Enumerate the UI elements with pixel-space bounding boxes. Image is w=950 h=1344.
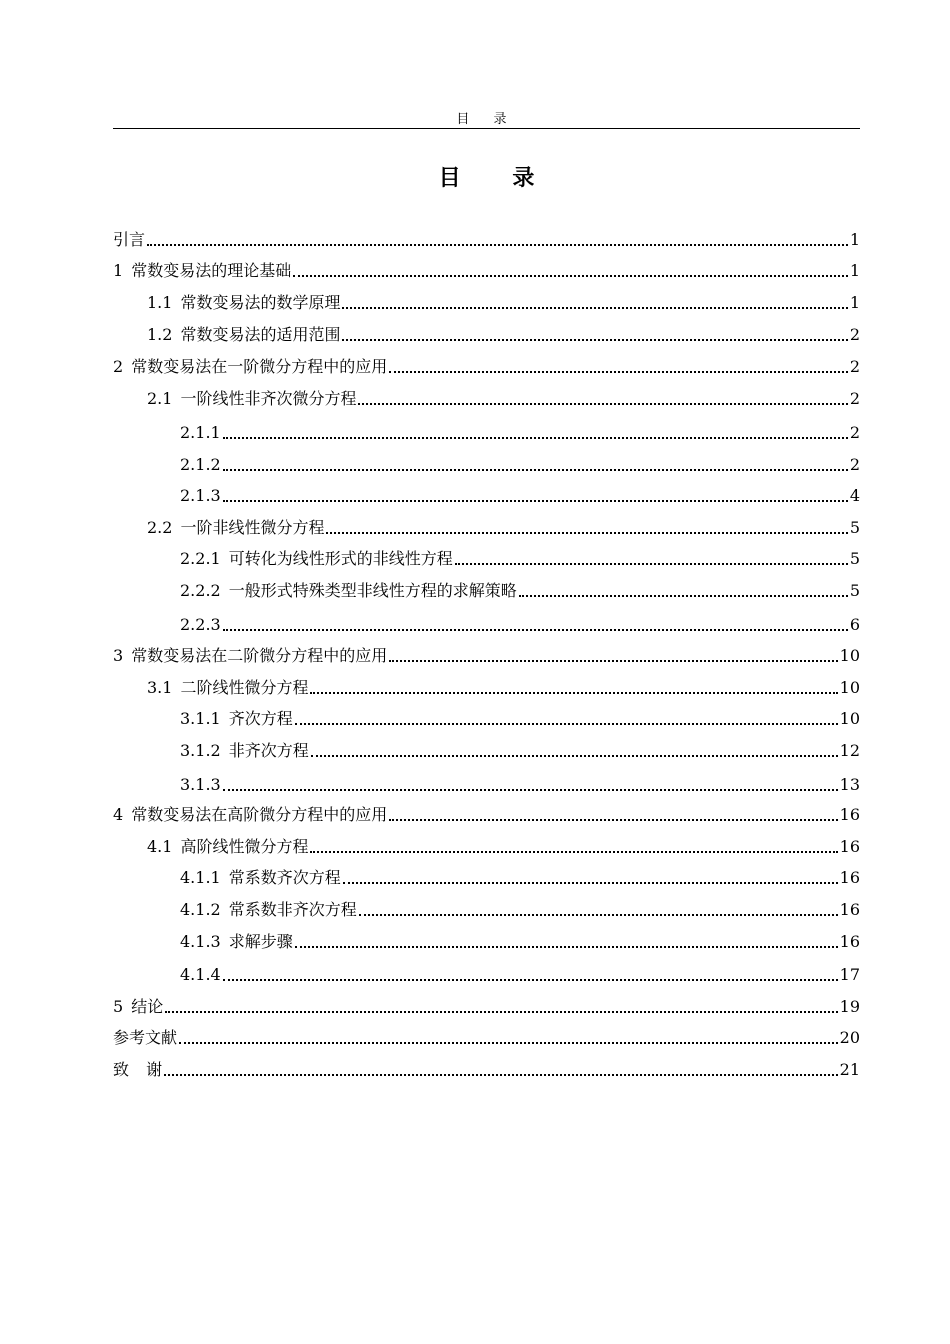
toc-entry[interactable]: [113, 317, 860, 345]
toc-entry-page: 2: [849, 357, 860, 376]
toc-entry-title: 结论: [131, 997, 164, 1016]
toc-entry-page: 10: [839, 709, 860, 728]
dot-leader: [223, 789, 838, 791]
toc-entry[interactable]: [113, 510, 860, 538]
dot-leader: [342, 339, 847, 341]
toc-entry-title: 常系数齐次方程: [228, 868, 341, 887]
toc-entry[interactable]: [113, 415, 860, 443]
toc-entry-page: 16: [839, 805, 860, 824]
toc-entry-title: 非齐次方程: [228, 741, 309, 760]
toc-entry[interactable]: [113, 478, 860, 506]
toc-entry-title: 致 谢: [113, 1060, 163, 1079]
dot-leader: [223, 629, 848, 631]
toc-entry-number: 4.1: [147, 837, 173, 856]
toc-entry-page: 20: [839, 1028, 860, 1047]
dot-leader: [223, 437, 848, 439]
toc-entry-number: 2.1: [147, 389, 173, 408]
toc-entry-number: 4.1.4: [180, 965, 221, 984]
toc-entry[interactable]: [113, 957, 860, 985]
dot-leader: [342, 307, 847, 309]
toc-entry-title: 常数变易法在一阶微分方程中的应用: [131, 357, 388, 376]
toc-entry-page: 4: [849, 486, 860, 505]
toc-entry-title: 一阶非线性微分方程: [180, 518, 325, 537]
toc-entry[interactable]: [113, 607, 860, 635]
dot-leader: [147, 244, 848, 246]
toc-entry-title: 常系数非齐次方程: [228, 900, 357, 919]
toc-entry-title: 二阶线性微分方程: [180, 678, 309, 697]
toc-entry-title: 常数变易法的数学原理: [180, 293, 341, 312]
toc-entry[interactable]: [113, 767, 860, 795]
dot-leader: [223, 979, 838, 981]
running-header: 目 录: [456, 112, 517, 127]
toc-entry[interactable]: [113, 733, 860, 761]
toc-entry-title: 求解步骤: [228, 932, 293, 951]
dot-leader: [455, 563, 848, 565]
toc-entry[interactable]: [113, 573, 860, 601]
toc-entry[interactable]: [113, 541, 860, 569]
toc-entry-number: 2.1.2: [180, 455, 221, 474]
toc-entry-page: 5: [849, 518, 860, 537]
toc-entry-title: 参考文献: [113, 1028, 178, 1047]
dot-leader: [310, 851, 837, 853]
toc-entry[interactable]: [113, 860, 860, 888]
dot-leader: [311, 755, 838, 757]
toc-entry-number: 2.1.3: [180, 486, 221, 505]
toc-entry[interactable]: [113, 924, 860, 952]
dot-leader: [223, 500, 848, 502]
toc-entry-page: 16: [839, 900, 860, 919]
dot-leader: [389, 371, 848, 373]
toc-entry-page: 16: [839, 932, 860, 951]
dot-leader: [223, 469, 848, 471]
toc-entry-number: 4.1.2: [180, 900, 221, 919]
toc-entry-title: 一阶线性非齐次微分方程: [180, 389, 357, 408]
toc-entry-title: 常数变易法的适用范围: [180, 325, 341, 344]
dot-leader: [295, 723, 838, 725]
toc-entry[interactable]: [113, 989, 860, 1017]
toc-entry-number: 2.2.1: [180, 549, 221, 568]
toc-entry-title: 齐次方程: [228, 709, 293, 728]
toc-entry-number: 1.1: [147, 293, 173, 312]
dot-leader: [295, 946, 838, 948]
dot-leader: [326, 532, 847, 534]
toc-entry-number: 2.1.1: [180, 423, 221, 442]
toc-entry-number: 2.2.3: [180, 615, 221, 634]
toc-entry-number: 2.2: [147, 518, 173, 537]
toc-entry-title: 常数变易法在高阶微分方程中的应用: [131, 805, 388, 824]
page-title: 目 录: [438, 166, 557, 191]
toc-entry-title: 高阶线性微分方程: [180, 837, 309, 856]
toc-entry[interactable]: [113, 829, 860, 857]
toc-entry-page: 19: [839, 997, 860, 1016]
header-rule: [113, 128, 860, 129]
dot-leader: [310, 692, 837, 694]
toc-entry-number: 2: [113, 357, 124, 376]
toc-entry-number: 3.1.1: [180, 709, 221, 728]
toc-entry-page: 5: [849, 581, 860, 600]
dot-leader: [179, 1042, 838, 1044]
dot-leader: [519, 595, 848, 597]
dot-leader: [389, 819, 837, 821]
toc-entry[interactable]: [113, 638, 860, 666]
toc-entry-page: 1: [849, 261, 860, 280]
dot-leader: [358, 403, 847, 405]
toc-entry-number: 3: [113, 646, 124, 665]
toc-entry-number: 3.1.3: [180, 775, 221, 794]
toc-entry-title: 一般形式特殊类型非线性方程的求解策略: [228, 581, 517, 600]
toc-entry-page: 6: [849, 615, 860, 634]
toc-entry[interactable]: [113, 892, 860, 920]
toc-entry-page: 12: [839, 741, 860, 760]
toc-entry[interactable]: [113, 447, 860, 475]
toc-entry-page: 17: [839, 965, 860, 984]
toc-entry-page: 16: [839, 868, 860, 887]
toc-entry-page: 21: [839, 1060, 860, 1079]
toc-entry[interactable]: [113, 222, 860, 250]
dot-leader: [389, 660, 837, 662]
toc-entry-page: 10: [839, 646, 860, 665]
toc-entry-page: 5: [849, 549, 860, 568]
dot-leader: [293, 275, 848, 277]
toc-entry-number: 1: [113, 261, 124, 280]
toc-entry-title: 常数变易法在二阶微分方程中的应用: [131, 646, 388, 665]
toc-entry-number: 1.2: [147, 325, 173, 344]
toc-entry-page: 2: [849, 455, 860, 474]
toc-entry[interactable]: [113, 381, 860, 409]
toc-entry[interactable]: [113, 349, 860, 377]
toc-entry-number: 4: [113, 805, 124, 824]
toc-entry-number: 2.2.2: [180, 581, 221, 600]
toc-entry-title: 可转化为线性形式的非线性方程: [228, 549, 453, 568]
dot-leader: [164, 1074, 838, 1076]
toc-entry-page: 2: [849, 423, 860, 442]
toc-entry-number: 4.1.3: [180, 932, 221, 951]
toc-entry[interactable]: [113, 670, 860, 698]
toc-entry[interactable]: [113, 253, 860, 281]
toc-entry-page: 2: [849, 389, 860, 408]
toc-entry-page: 13: [839, 775, 860, 794]
toc-entry[interactable]: [113, 1052, 860, 1080]
toc-entry[interactable]: [113, 797, 860, 825]
toc-entry-page: 10: [839, 678, 860, 697]
dot-leader: [359, 914, 838, 916]
toc-entry-page: 2: [849, 325, 860, 344]
toc-entry[interactable]: [113, 701, 860, 729]
toc-entry-number: 5: [113, 997, 124, 1016]
toc-entry[interactable]: [113, 285, 860, 313]
toc-entry-page: 1: [849, 293, 860, 312]
toc-entry-page: 1: [849, 230, 860, 249]
toc-entry-title: 引言: [113, 230, 146, 249]
toc-entry-number: 3.1.2: [180, 741, 221, 760]
toc-entry-number: 3.1: [147, 678, 173, 697]
toc-entry-page: 16: [839, 837, 860, 856]
dot-leader: [343, 882, 838, 884]
dot-leader: [165, 1011, 837, 1013]
toc-entry[interactable]: [113, 1020, 860, 1048]
toc-entry-title: 常数变易法的理论基础: [131, 261, 292, 280]
toc-entry-number: 4.1.1: [180, 868, 221, 887]
